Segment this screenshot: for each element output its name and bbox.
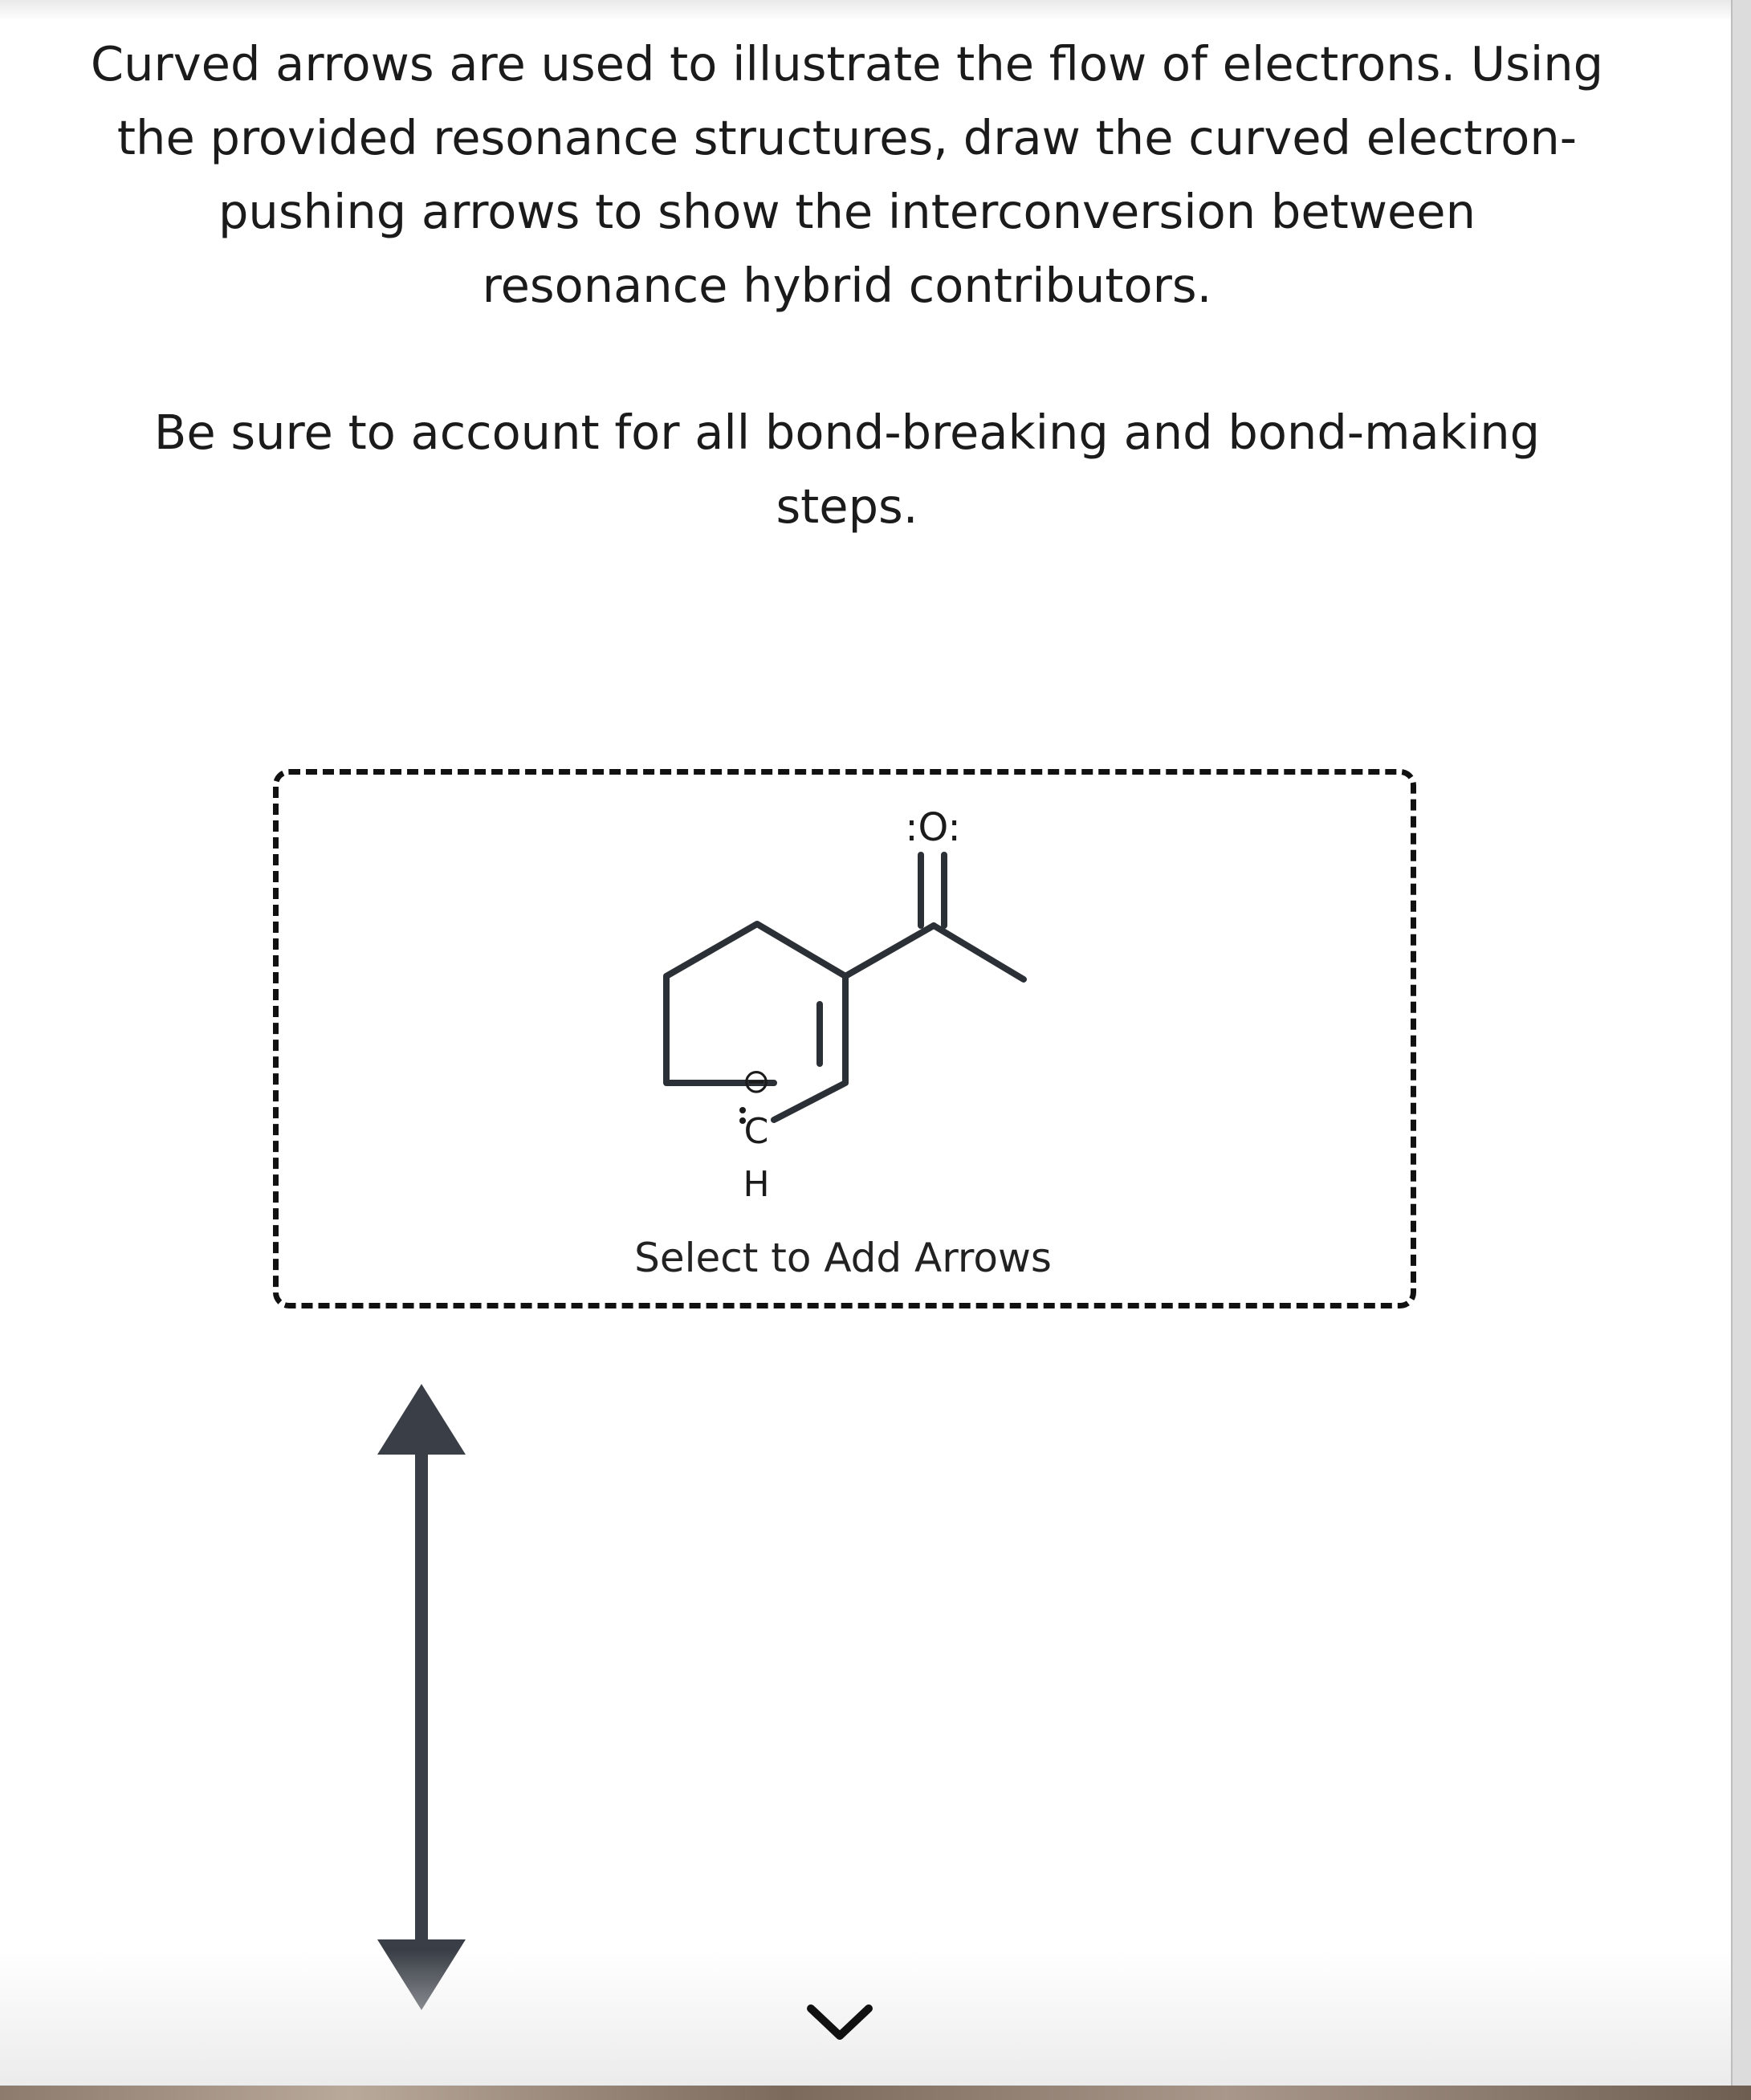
instructions-line: the provided resonance structures, draw the curved electron- [116, 110, 1578, 165]
hydrogen-label: H [743, 1164, 770, 1205]
instructions-line: steps. [776, 478, 918, 534]
carbanion-label: C [743, 1111, 769, 1152]
select-to-add-arrows-label: Select to Add Arrows [634, 1235, 1052, 1281]
instructions-line: pushing arrows to show the interconversion between [218, 184, 1476, 239]
instructions-line: Be sure to account for all bond-breaking and bond-making [153, 405, 1541, 460]
bottom-strip [0, 2086, 1751, 2100]
instructions-line: Curved arrows are used to illustrate the flow of electrons. Using [90, 36, 1604, 92]
chevron-down-icon[interactable] [800, 1997, 880, 2053]
scrollbar[interactable] [1731, 0, 1751, 2100]
double-headed-vertical-arrow-icon[interactable] [377, 1384, 466, 2026]
bond-ring-to-carbonyl [845, 926, 934, 976]
carbanion-charge: ⊖ [742, 1061, 771, 1101]
oxygen-label: :O: [905, 805, 961, 850]
bond-carbonyl-to-methyl [934, 926, 1024, 979]
instructions-line: resonance hybrid contributors. [482, 258, 1212, 313]
